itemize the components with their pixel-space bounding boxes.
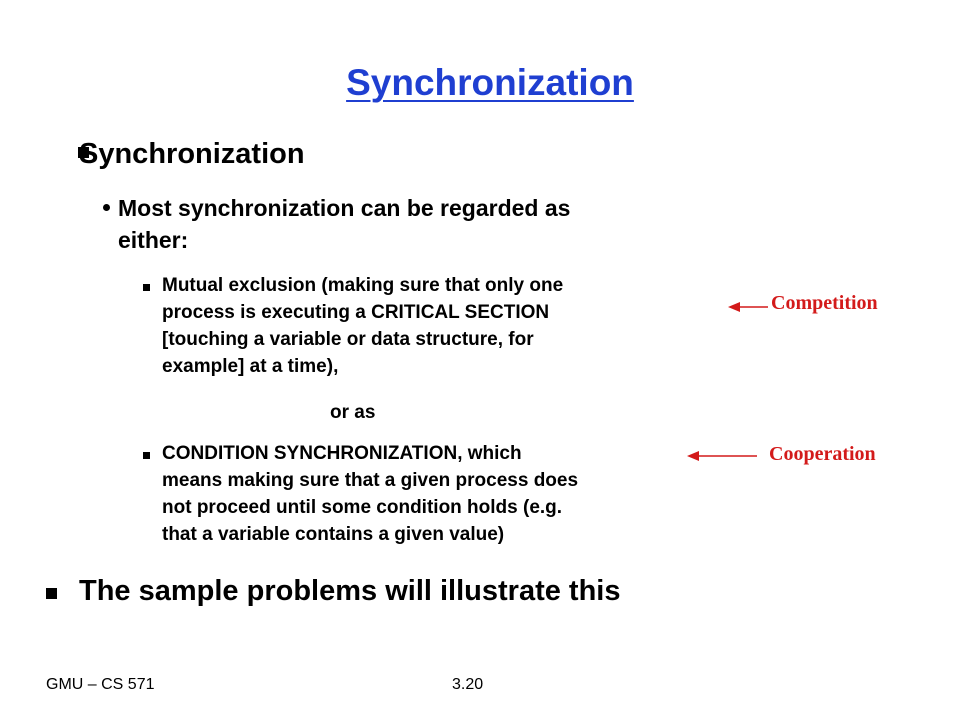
bullet-sample-problems: The sample problems will illustrate this: [79, 575, 621, 607]
slide-title: Synchronization: [346, 62, 634, 103]
mutual-exclusion-line-4: example] at a time),: [162, 356, 339, 377]
competition-label: Competition: [771, 292, 878, 314]
mutual-exclusion-line-2: process is executing a CRITICAL SECTION: [162, 302, 550, 323]
or-as-text: or as: [330, 402, 376, 423]
mutual-exclusion-line-1: Mutual exclusion (making sure that only one: [162, 275, 564, 296]
footer-page-number: 3.20: [452, 676, 484, 693]
cooperation-label: Cooperation: [769, 443, 876, 465]
cooperation-arrow: [687, 451, 757, 461]
condition-sync-line-3: not proceed until some condition holds (e.g.: [162, 497, 563, 518]
bullet-heading: Synchronization: [79, 138, 305, 170]
condition-sync-line-1: CONDITION SYNCHRONIZATION, which: [162, 443, 522, 464]
sub-bullet-line-2: either:: [118, 227, 189, 253]
condition-sync-line-4: that a variable contains a given value): [162, 524, 505, 545]
footer-course: GMU – CS 571: [46, 676, 155, 693]
condition-sync-line-2: means making sure that a given process does: [162, 470, 579, 491]
mutual-exclusion-line-3: [touching a variable or data structure, for: [162, 329, 534, 350]
competition-arrow: [728, 302, 768, 312]
sub-bullet-line-1: Most synchronization can be regarded as: [118, 195, 571, 221]
